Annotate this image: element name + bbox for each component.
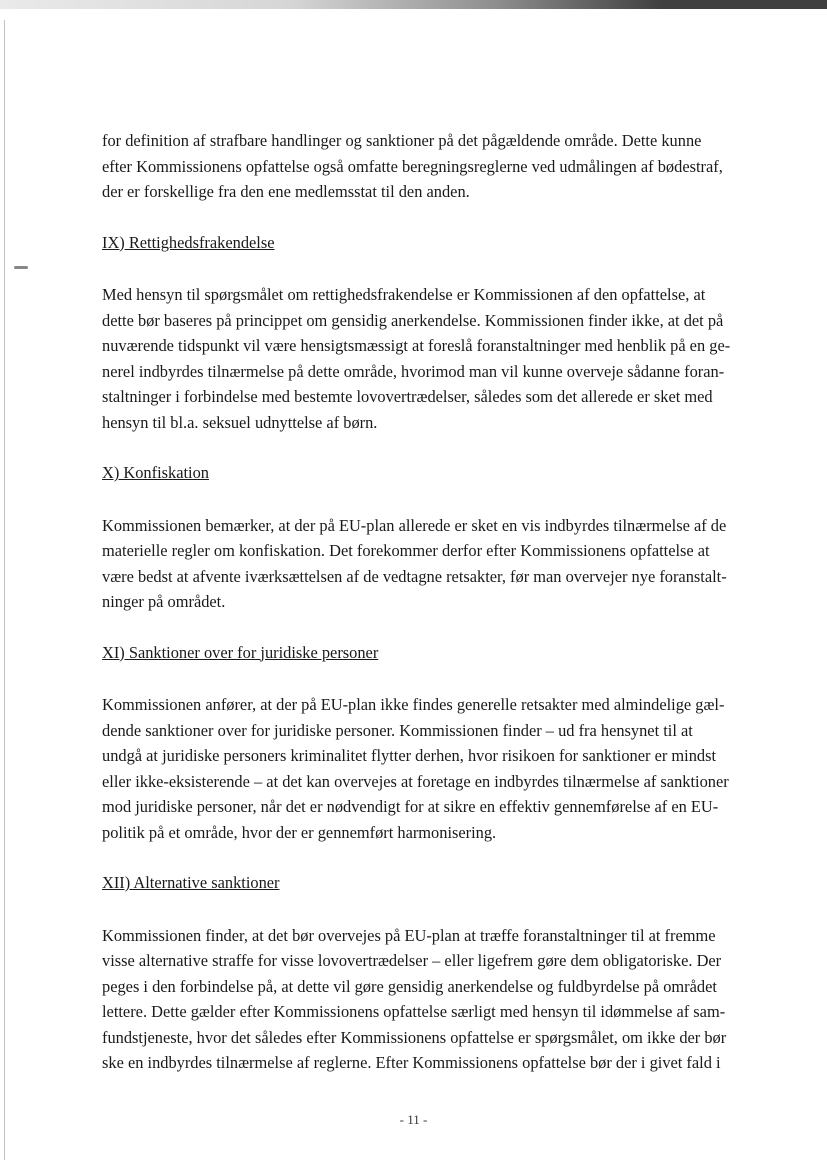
- text-line: visse alternative straffe for visse lovovertrædelser – eller ligefrem gøre dem obligatoriske. Der: [102, 951, 722, 970]
- text-line: nuværende tidspunkt vil være hensigtsmæssigt at foreslå foranstaltninger med henblik på en ge-: [102, 336, 731, 355]
- text-line: nerel indbyrdes tilnærmelse på dette område, hvorimod man vil kunne overveje sådanne foran-: [102, 361, 725, 381]
- text-line: ninger på området.: [102, 592, 226, 611]
- text-line: være bedst at afvente iværksættelsen af de vedtagne retsakter, før man overvejer nye foranstalt-: [102, 566, 727, 586]
- scan-edge-left: [4, 20, 5, 1160]
- section-heading-alternative-sanktioner: XII) Alternative sanktioner: [102, 873, 280, 892]
- page-number: - 11 -: [399, 1112, 428, 1127]
- text-line: mod juridiske personer, når det er nødvendigt for at sikre en effektiv gennemførelse af en EU-: [102, 797, 719, 816]
- text-line: Med hensyn til spørgsmålet om rettighedsfrakendelse er Kommissionen af den opfattelse, at: [102, 285, 706, 304]
- text-line: Kommissionen finder, at det bør overvejes på EU-plan at træffe foranstaltninger til at fremme: [102, 925, 716, 945]
- section-paragraph-alternative-sanktioner: [102, 923, 755, 1076]
- text-line: Kommissionen bemærker, at der på EU-plan allerede er sket en vis indbyrdes tilnærmelse af de: [102, 515, 727, 535]
- page-body: [102, 128, 755, 1076]
- intro-paragraph: [102, 128, 755, 205]
- text-line: peges i den forbindelse på, at dette vil gøre gensidig anerkendelse og fuldbyrdelse på området: [102, 976, 717, 996]
- scan-edge-top: [0, 0, 827, 9]
- text-line: ske en indbyrdes tilnærmelse af reglerne. Efter Kommissionens opfattelse bør der i givet fald i: [102, 1053, 721, 1072]
- section-paragraph-juridiske-personer: [102, 692, 755, 845]
- text-line: dende sanktioner over for juridiske personer. Kommissionen finder – ud fra hensynet til at: [102, 720, 693, 740]
- text-line: efter Kommissionens opfattelse også omfatte beregningsreglerne ved udmålingen af bødestraf,: [102, 156, 723, 176]
- text-line: eller ikke-eksisterende – at det kan overvejes at foretage en indbyrdes tilnærmelse af sanktioner: [102, 771, 729, 791]
- section-paragraph-rettighedsfrakendelse: [102, 282, 755, 435]
- section-heading-juridiske-personer: XI) Sanktioner over for juridiske personer: [102, 642, 379, 662]
- section-paragraph-konfiskation: [102, 513, 755, 615]
- text-line: for definition af strafbare handlinger og sanktioner på det pågældende område. Dette kunne: [102, 131, 702, 150]
- text-line: Kommissionen anfører, at der på EU-plan ikke findes generelle retsakter med almindelige gæl-: [102, 695, 725, 714]
- text-line: der er forskellige fra den ene medlemsstat til den anden.: [102, 182, 470, 201]
- scan-speck: [14, 266, 28, 269]
- text-line: undgå at juridiske personers kriminalitet flytter derhen, hvor risikoen for sanktioner er mindst: [102, 746, 717, 765]
- section-heading-konfiskation: X) Konfiskation: [102, 463, 209, 482]
- section-heading-rettighedsfrakendelse: IX) Rettighedsfrakendelse: [102, 232, 275, 252]
- text-line: politik på et område, hvor der er gennemført harmonisering.: [102, 822, 497, 842]
- text-line: materielle regler om konfiskation. Det forekommer derfor efter Kommissionens opfattelse at: [102, 541, 710, 560]
- text-line: lettere. Dette gælder efter Kommissionens opfattelse særligt med hensyn til idømmelse af sam-: [102, 1002, 726, 1021]
- text-line: fundstjeneste, hvor det således efter Kommissionens opfattelse er spørgsmålet, om ikke der bør: [102, 1027, 727, 1047]
- text-line: staltninger i forbindelse med bestemte lovovertrædelser, således som det allerede er sket med: [102, 387, 713, 406]
- text-line: dette bør baseres på princippet om gensidig anerkendelse. Kommissionen finder ikke, at det på: [102, 310, 724, 330]
- text-line: hensyn til bl.a. seksuel udnyttelse af børn.: [102, 412, 378, 432]
